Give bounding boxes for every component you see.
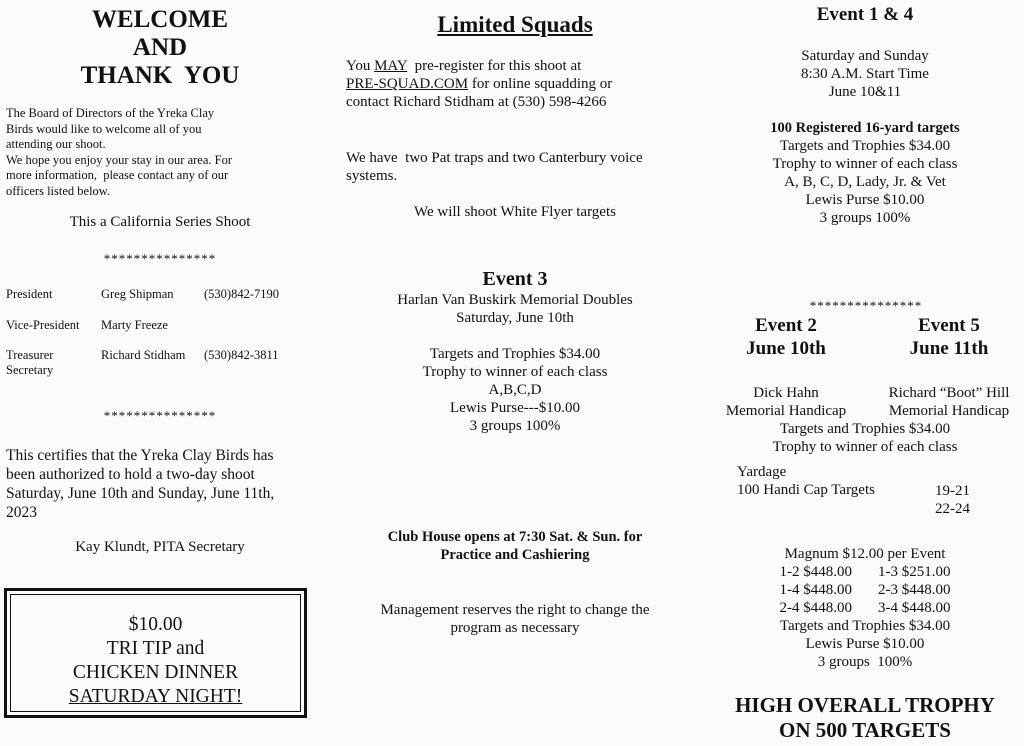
dinner-price: $10.00 xyxy=(128,614,183,635)
right-panel xyxy=(706,0,1024,746)
magnum-title: Magnum $12.00 per Event xyxy=(784,546,946,562)
event-3-title: Event 3 xyxy=(482,268,548,290)
event-3-section: Event 3 Harlan Van Buskirk Memorial Doubles Saturday, June 10th Targets and Trophies $34.00 Trophy to winner of each class A,B,C,D Lewis Purse---$10.00 3 groups 100% xyxy=(338,267,692,435)
white-flyer-note: We will shoot White Flyer targets xyxy=(414,204,616,220)
magnum-row: 2-4 $448.00 3-4 $448.00 xyxy=(779,600,951,616)
handicap-trophies: Targets and Trophies $34.00 Trophy to winner of each class xyxy=(772,421,958,455)
handicap-targets: 100 Handi Cap Targets xyxy=(737,482,875,498)
star-divider: *************** xyxy=(809,298,923,313)
officer-role: Treasurer Secretary xyxy=(6,348,54,377)
event-1-4-title: Event 1 & 4 xyxy=(816,4,914,25)
magnum-section: Magnum $12.00 per Event 1-2 $448.00 1-3 $251.00 1-4 $448.00 2-3 $448.00 2-4 $448.00 3-4 $448.00 Targets and Trophies $34.00 Lewis Purse $10.00 3 groups 100% xyxy=(706,545,1024,671)
yardage-label: Yardage xyxy=(737,464,787,480)
star-divider: *************** xyxy=(103,408,217,423)
officer-name: Marty Freeze xyxy=(101,318,168,332)
clubhouse-note: Club House opens at 7:30 Sat. & Sun. for Practice and Cashiering xyxy=(387,529,643,563)
traps-text: We have two Pat traps and two Canterbury voice systems. xyxy=(346,150,647,184)
event-5-title: Event 5 June 11th xyxy=(909,315,989,359)
certification-text: This certifies that the Yreka Clay Birds has been authorized to hold a two-day shoot Saturday, June 10th and Sunday, June 11th, 2023 xyxy=(6,447,275,521)
pita-signature: Kay Klundt, PITA Secretary xyxy=(75,539,245,555)
series-note: This a California Series Shoot xyxy=(69,214,251,230)
magnum-row: 1-2 $448.00 1-3 $251.00 xyxy=(779,564,951,580)
event-5-description: Richard “Boot” Hill Memorial Handicap xyxy=(888,385,1010,419)
event-2-description: Dick Hahn Memorial Handicap xyxy=(725,385,847,419)
star-divider: *************** xyxy=(103,251,217,266)
may-emphasis: MAY xyxy=(374,58,408,74)
officer-role: President xyxy=(6,287,53,301)
management-note: Management reserves the right to change the program as necessary xyxy=(380,602,650,636)
officer-name: Richard Stidham xyxy=(101,348,186,362)
magnum-row: 1-4 $448.00 2-3 $448.00 xyxy=(779,582,951,598)
pre-squad-link[interactable]: PRE-SQUAD.COM xyxy=(346,76,469,92)
welcome-intro: The Board of Directors of the Yreka Clay Birds would like to welcome all of you attending our shoot. We hope you enjoy your stay in our area. For more information, please contact any of our officers listed below. xyxy=(6,106,233,198)
officer-role: Vice-President xyxy=(6,318,80,332)
officer-phone: (530)842-3811 xyxy=(204,348,279,362)
event-1-4-section: Event 1 & 4 Saturday and Sunday 8:30 A.M. Start Time June 10&11 100 Registered 16-yard targets Targets and Trophies $34.00 Trophy to winner of each class A, B, C, D, Lady, Jr. & Vet Lewis Purse $10.00 3 groups 100% xyxy=(706,4,1024,227)
registered-targets: 100 Registered 16-yard targets xyxy=(770,120,960,136)
limited-squads-title: Limited Squads xyxy=(437,12,593,37)
dinner-box: $10.00 TRI TIP and CHICKEN DINNER SATURDAY NIGHT! xyxy=(4,588,307,718)
welcome-heading: WELCOME AND THANK YOU xyxy=(80,6,240,89)
preregister-text: You MAY pre-register for this shoot at PRE-SQUAD.COM for online squadding or contact Richard Stidham at (530) 598-4266 xyxy=(346,58,613,110)
yardage-values: 19-21 22-24 xyxy=(935,483,970,517)
middle-panel xyxy=(338,0,692,746)
left-panel xyxy=(0,0,320,746)
event-2-title: Event 2 June 10th xyxy=(746,315,826,359)
high-overall-trophy: HIGH OVERALL TROPHY ON 500 TARGETS xyxy=(735,693,995,742)
officer-phone: (530)842-7190 xyxy=(204,287,279,301)
officer-name: Greg Shipman xyxy=(101,287,174,301)
